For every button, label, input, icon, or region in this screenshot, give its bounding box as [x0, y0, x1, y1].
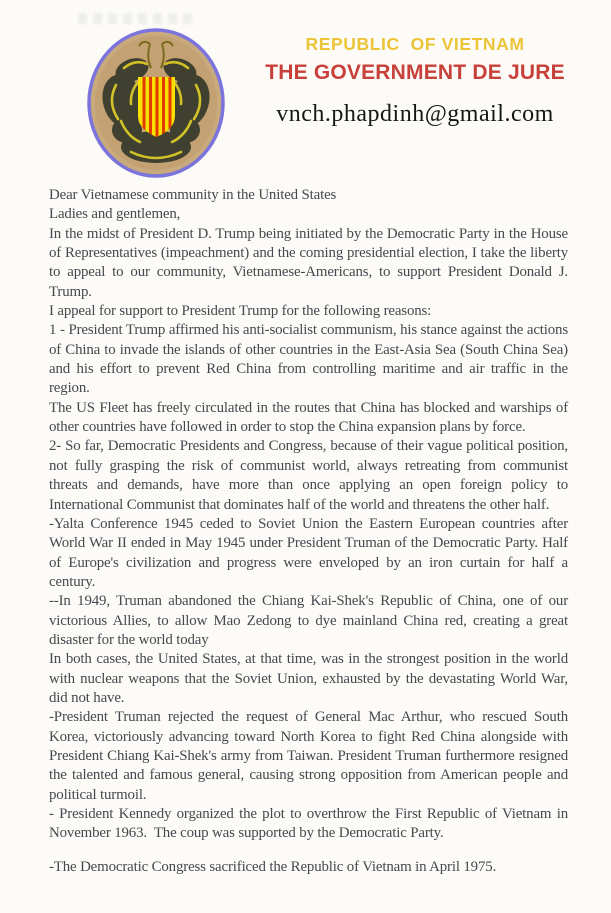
paragraph-intro: In the midst of President D. Trump being initiated by the Democratic Party in the House of Representatives (impeachment) and the coming presidential election, I take the liberty to appeal to our community, Vietnamese-Americans, to support President Donald J. Trump.: [49, 225, 572, 300]
letterhead: [250, 34, 580, 128]
government-subtitle: THE GOVERNMENT DE JURE: [265, 61, 565, 84]
scan-artifact: [78, 13, 196, 24]
letter-body: [49, 186, 572, 877]
paragraph-both-cases: In both cases, the United States, at that time, was in the strongest position in the world with nuclear weapons that the Soviet Union, exhausted by the devastating World War, did not have.: [49, 651, 572, 706]
paragraph-kennedy: - President Kennedy organized the plot to overthrow the First Republic of Vietnam in November 1963. The coup was supported by the Democratic Party.: [49, 806, 572, 842]
national-seal: [86, 27, 227, 180]
paragraph-truman-macarthur: -President Truman rejected the request of General Mac Arthur, who rescued South Korea, victoriously advancing toward North Korea to fight Red China alongside with President Chiang Kai-Shek's army from Taiwan. President Truman furthermore resigned the talented and famous general, causing strong opposition from American people and political turmoil.: [49, 709, 572, 803]
paragraph-appeal: I appeal for support to President Trump for the following reasons:: [49, 303, 432, 320]
paragraph-reason-2: 2- So far, Democratic Presidents and Congress, because of their vague political position, not fully grasping the risk of communist world, always retreating from communist threats and demands, have more than once applying an open foreign policy to International Communist that dominates half of the world and threatens the other half.: [49, 438, 572, 513]
paragraph-us-fleet: The US Fleet has freely circulated in the routes that China has blocked and warships of other countries have followed in order to stop the China expansion plans by force.: [49, 399, 572, 436]
dragon-seal-icon: [86, 27, 227, 180]
paragraph-reason-1: 1 - President Trump affirmed his anti-socialist communism, his stance against the actions of China to invade the islands of other countries in the East-Asia Sea (South China Sea) and his effort to prevent Red China from controlling maritime and air traffic in the region.: [49, 322, 572, 397]
organization-title: REPUBLIC OF VIETNAM: [305, 34, 525, 54]
salutation-line: Dear Vietnamese community in the United States: [49, 187, 337, 203]
greeting-line: Ladies and gentlemen,: [49, 206, 181, 223]
contact-email: vnch.phapdinh@gmail.com: [276, 101, 554, 127]
paragraph-closing: -The Democratic Congress sacrificed the Republic of Vietnam in April 1975.: [49, 858, 497, 875]
paragraph-yalta: -Yalta Conference 1945 ceded to Soviet Union the Eastern European countries after World War II ended in May 1945 under President Truman of the Democratic Party. Half of Europe's civilization and progress were enveloped by an iron curtain for half a century.: [49, 515, 572, 590]
paragraph-1949: --In 1949, Truman abandoned the Chiang Kai-Shek's Republic of China, one of our victorious Allies, to allow Mao Zedong to dye mainland China red, creating a great disaster for the world today: [49, 593, 572, 648]
